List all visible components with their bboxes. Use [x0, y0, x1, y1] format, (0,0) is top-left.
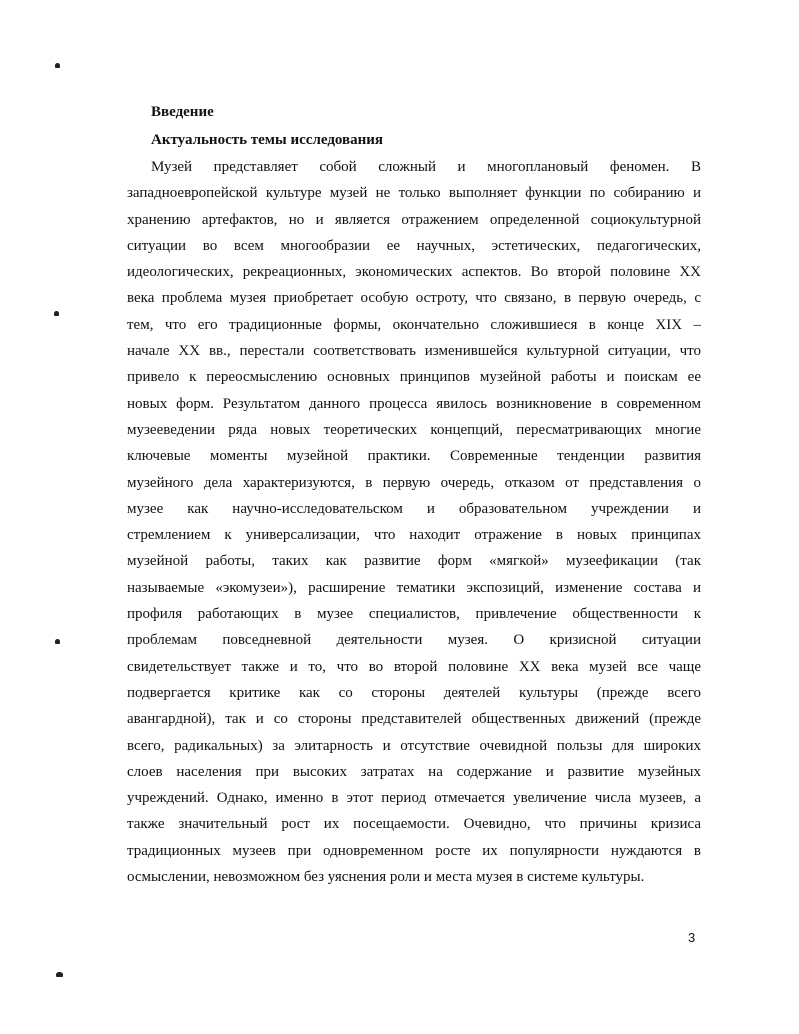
text-line: музееведении ряда новых теоретических концепций, пересматривающих многие — [127, 421, 701, 438]
text-line: ключевые моменты музейной практики. Современные тенденции развития — [127, 448, 701, 465]
body-paragraph — [127, 154, 701, 890]
text-line: привело к переосмыслению основных принципов музейной работы и поискам ее — [127, 369, 701, 386]
text-line: новых форм. Результатом данного процесса явилось возникновение в современном — [127, 395, 701, 412]
subsection-title: Актуальность темы исследования — [151, 132, 384, 148]
text-line: слоев населения при высоких затратах на содержание и развитие музейных — [127, 763, 701, 780]
text-line: хранению артефактов, но и является отражением определенной социокультурной — [127, 211, 701, 228]
page-marker-dot — [56, 972, 63, 977]
text-line: также значительный рост их посещаемости. Очевидно, что причины кризиса — [127, 816, 701, 833]
text-line: Музей представляет собой сложный и многоплановый феномен. В — [151, 159, 701, 175]
page-marker-dot — [55, 63, 60, 68]
text-line: музейной работы, таких как развитие форм «мягкой» музеефикации (так — [127, 553, 701, 570]
text-line: называемые «экомузеи»), расширение тематики экспозиций, изменение состава и — [127, 579, 701, 596]
text-line: всего, радикальных) за элитарность и отсутствие очевидной пользы для широких — [127, 737, 701, 754]
text-line: музейного дела характеризуются, в первую очередь, отказом от представления о — [127, 474, 701, 491]
page-number: 3 — [688, 930, 696, 945]
text-line: авангардной), так и со стороны представителей общественных движений (прежде — [127, 711, 701, 728]
page-marker-dot — [54, 311, 59, 316]
text-line: ситуации во всем многообразии ее научных, эстетических, педагогических, — [127, 237, 701, 254]
text-line: свидетельствует также и то, что во второй половине XX века музей все чаще — [127, 658, 701, 675]
text-line: осмыслении, невозможном без уяснения роли и места музея в системе культуры. — [127, 869, 645, 886]
section-title: Введение — [151, 104, 214, 120]
text-line: традиционных музеев при одновременном росте их популярности нуждаются в — [127, 842, 701, 859]
text-line: подвергается критике как со стороны деятелей культуры (прежде всего — [127, 684, 701, 701]
text-line: учреждений. Однако, именно в этот период отмечается увеличение числа музеев, а — [127, 790, 701, 807]
page-marker-dot — [55, 639, 60, 644]
text-line: века проблема музея приобретает особую остроту, что связано, в первую очередь, с — [127, 290, 701, 307]
text-line: начале XX вв., перестали соответствовать изменившейся культурной ситуации, что — [127, 343, 701, 360]
text-line: профиля работающих в музее специалистов, привлечение общественности к — [127, 606, 701, 623]
text-line: стремлением к универсализации, что находит отражение в новых принципах — [127, 527, 701, 544]
text-line: идеологических, рекреационных, экономических аспектов. Во второй половине XX — [127, 264, 701, 281]
text-line: проблемам повседневной деятельности музея. О кризисной ситуации — [127, 632, 701, 649]
text-line: западноевропейской культуре музей не только выполняет функции по собиранию и — [127, 185, 701, 202]
text-line: тем, что его традиционные формы, окончательно сложившиеся в конце XIX – — [127, 316, 701, 333]
text-line: музее как научно-исследовательском и образовательном учреждении и — [127, 500, 701, 517]
